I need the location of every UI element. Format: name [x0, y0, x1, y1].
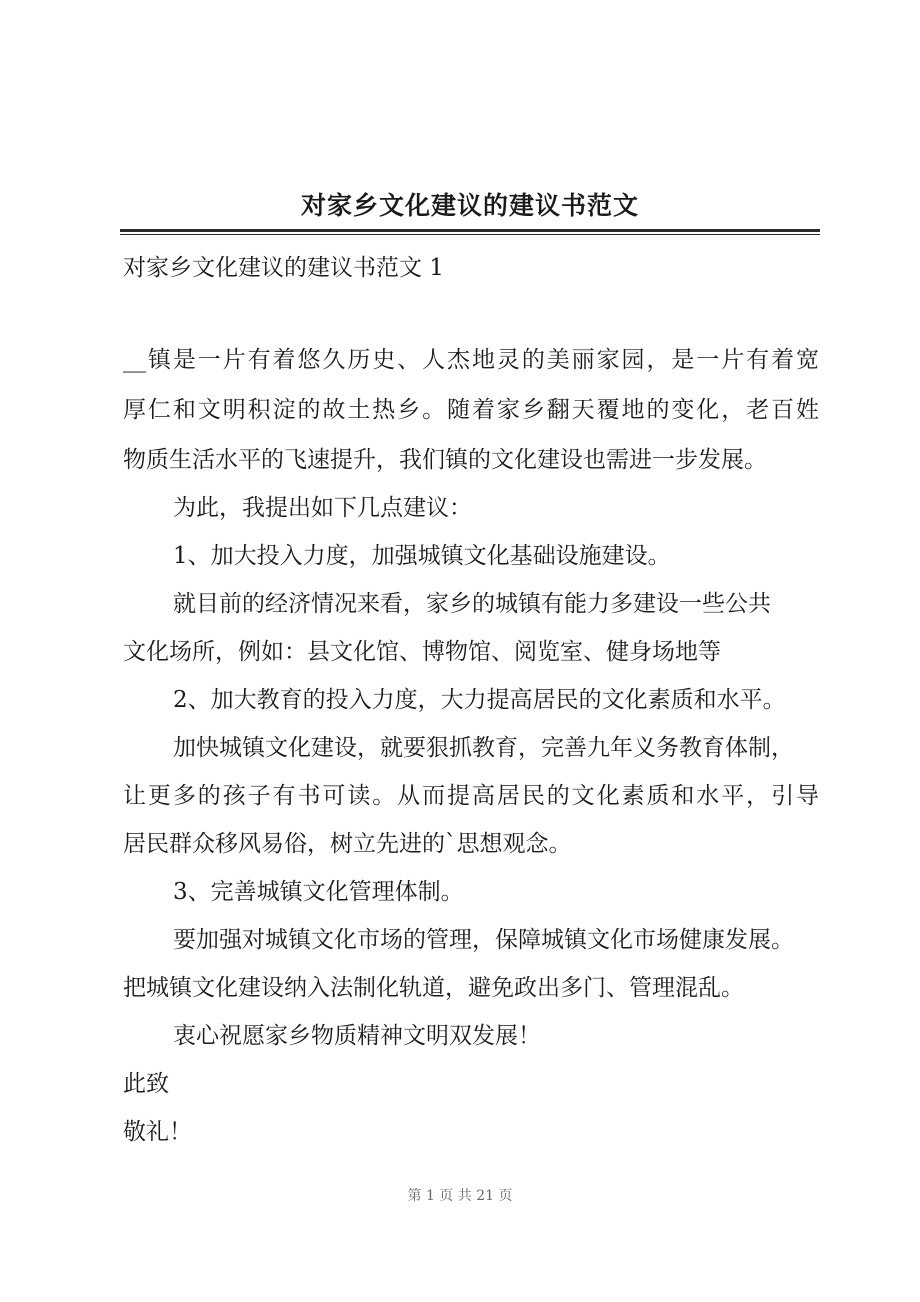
title-divider-thick [120, 229, 820, 232]
paragraph-line: 把城镇文化建设纳入法制化轨道，避免政出多门、管理混乱。 [123, 975, 744, 1001]
document-title: 对家乡文化建议的建议书范文 [300, 191, 639, 220]
title-divider-thin [120, 234, 820, 235]
paragraph-line: 为此，我提出如下几点建议： [173, 495, 472, 521]
paragraph-line: 文化场所，例如：县文化馆、博物馆、阅览室、健身场地等 [123, 639, 721, 665]
section-heading: 对家乡文化建议的建议书范文 1 [123, 255, 444, 281]
paragraph-line: 居民群众移风易俗，树立先进的`思想观念。 [123, 831, 572, 857]
salutation-line: 敬礼！ [123, 1119, 192, 1145]
paragraph-line: 加快城镇文化建设，就要狠抓教育，完善九年义务教育体制， [173, 735, 794, 761]
closing-wish: 衷心祝愿家乡物质精神文明双发展！ [173, 1023, 541, 1049]
list-item-heading: 2、加大教育的投入力度，大力提高居民的文化素质和水平。 [173, 687, 786, 713]
paragraph-line: 让更多的孩子有书可读。从而提高居民的文化素质和水平，引导 [123, 783, 819, 809]
paragraph-line: __镇是一片有着悠久历史、人杰地灵的美丽家园，是一片有着宽 [123, 347, 819, 373]
page-footer: 第 1 页 共 21 页 [407, 1188, 513, 1204]
salutation-line: 此致 [123, 1071, 169, 1097]
paragraph-line: 物质生活水平的飞速提升，我们镇的文化建设也需进一步发展。 [123, 447, 767, 473]
list-item-heading: 1、加大投入力度，加强城镇文化基础设施建设。 [173, 543, 671, 569]
paragraph-line: 厚仁和文明积淀的故土热乡。随着家乡翻天覆地的变化，老百姓 [123, 397, 819, 423]
paragraph-line: 就目前的经济情况来看，家乡的城镇有能力多建设一些公共 [173, 591, 771, 617]
paragraph-line: 要加强对城镇文化市场的管理，保障城镇文化市场健康发展。 [173, 927, 794, 953]
list-item-heading: 3、完善城镇文化管理体制。 [173, 879, 464, 905]
